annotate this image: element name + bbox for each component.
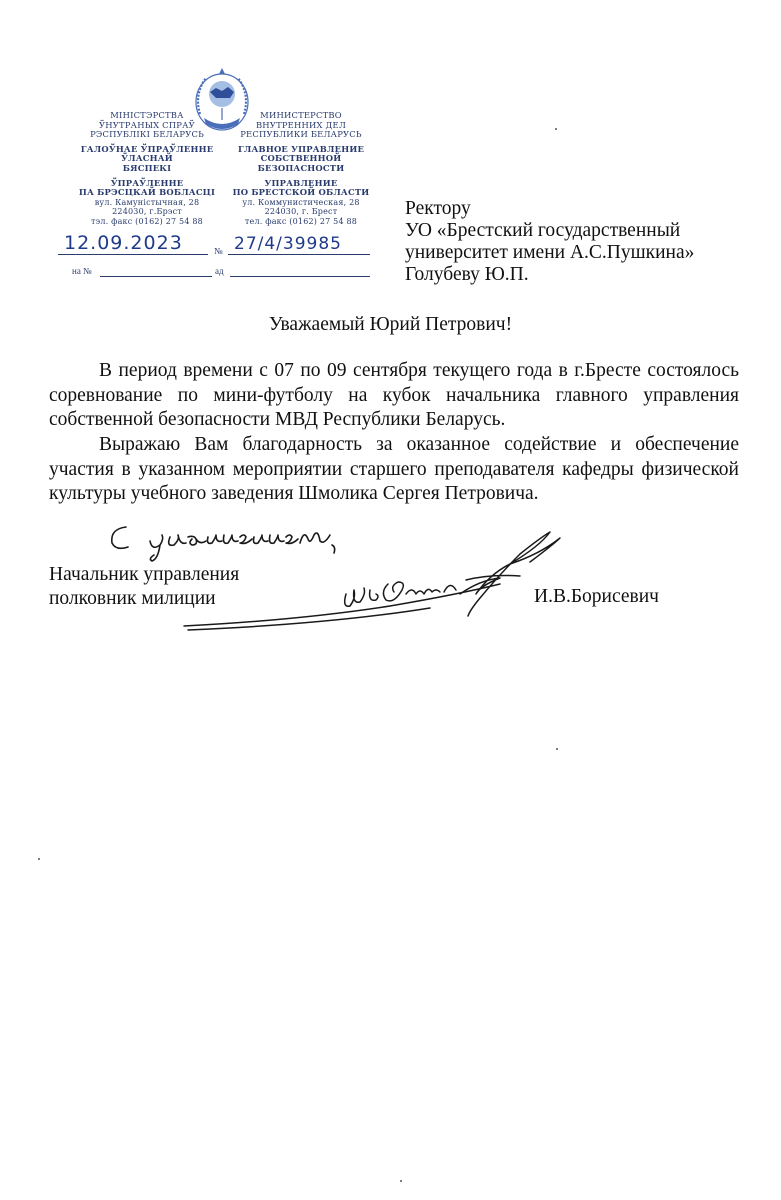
address-street-ru: ул. Коммунистическая, 28 [242, 197, 360, 207]
registration-number: 27/4/39985 [234, 234, 342, 254]
reference-from-label: ад [215, 266, 224, 276]
address-city-by: 224030, г.Брэст [112, 207, 182, 217]
salutation: Уважаемый Юрий Петрович! [268, 314, 513, 335]
addressee-organization-line2: университет имени А.С.Пушкина» [405, 242, 695, 263]
regional-department-ru: УПРАВЛЕНИЕ ПО БРЕСТСКОЙ ОБЛАСТИ [232, 177, 370, 198]
ministry-name-ru: МИНИСТЕРСТВО ВНУТРЕННИХ ДЕЛ РЕСПУБЛИКИ БЕЛАРУСЬ [240, 110, 362, 140]
letterhead-left-column [68, 111, 226, 227]
addressee-position: Ректору [405, 198, 471, 219]
address-street-by: вул. Камуністычная, 28 [94, 197, 200, 207]
main-department-by: ГАЛОЎНАЕ ЎПРАЎЛЕННЕ ЎЛАСНАЙ БЯСПЕКІ [80, 143, 214, 173]
registration-row [58, 232, 370, 258]
body-paragraph-1: В период времени с 07 по 09 сентября текущего года в г.Бресте состоялось соревнование по мини-футболу на кубок начальника главного управления собственной безопасности МВД Республики Беларусь. [49, 360, 739, 430]
scan-speck [556, 748, 558, 750]
registration-number-label: № [214, 246, 223, 256]
registration-date: 12.09.2023 [64, 232, 183, 254]
reg-date-line [58, 254, 208, 255]
ministry-name-by: МІНІСТЭРСТВА ЎНУТРАНЫХ СПРАЎ РЭСПУБЛІКІ БЕЛАРУСЬ [90, 110, 204, 140]
main-department-ru: ГЛАВНОЕ УПРАВЛЕНИЕ СОБСТВЕННОЙ БЕЗОПАСНОСТИ [237, 143, 365, 173]
body-paragraph-2: Выражаю Вам благодарность за оказанное содействие и обеспечение участия в указанном мероприятии старшего преподавателя кафедры физической культуры учебного заведения Шмолика Сергея Петровича. [49, 434, 739, 504]
scan-speck [400, 1180, 402, 1182]
reference-from-line [230, 276, 370, 277]
reference-row [72, 266, 370, 280]
reference-number-line [100, 276, 212, 277]
handwritten-signature-image [180, 524, 580, 636]
regional-department-by: ЎПРАЎЛЕННЕ ПА БРЭСЦКАЙ ВОБЛАСЦІ [78, 177, 216, 198]
signatory-name: И.В.Борисевич [534, 586, 659, 607]
addressee-block [405, 198, 765, 286]
addressee-name: Голубеву Ю.П. [405, 264, 529, 285]
letterhead-right-column [222, 111, 380, 227]
reference-number-label: на № [72, 266, 92, 276]
signatory-position-line1: Начальник управления [49, 564, 240, 585]
addressee-organization-line1: УО «Брестский государственный [405, 220, 681, 241]
address-city-ru: 224030, г. Брест [264, 207, 338, 217]
scan-speck [555, 128, 557, 130]
phone-by: тэл. факс (0162) 27 54 88 [91, 216, 203, 226]
phone-ru: тел. факс (0162) 27 54 88 [244, 216, 358, 226]
reg-number-line [228, 254, 370, 255]
scan-speck [38, 858, 40, 860]
signatory-position-line2: полковник милиции [49, 587, 216, 609]
